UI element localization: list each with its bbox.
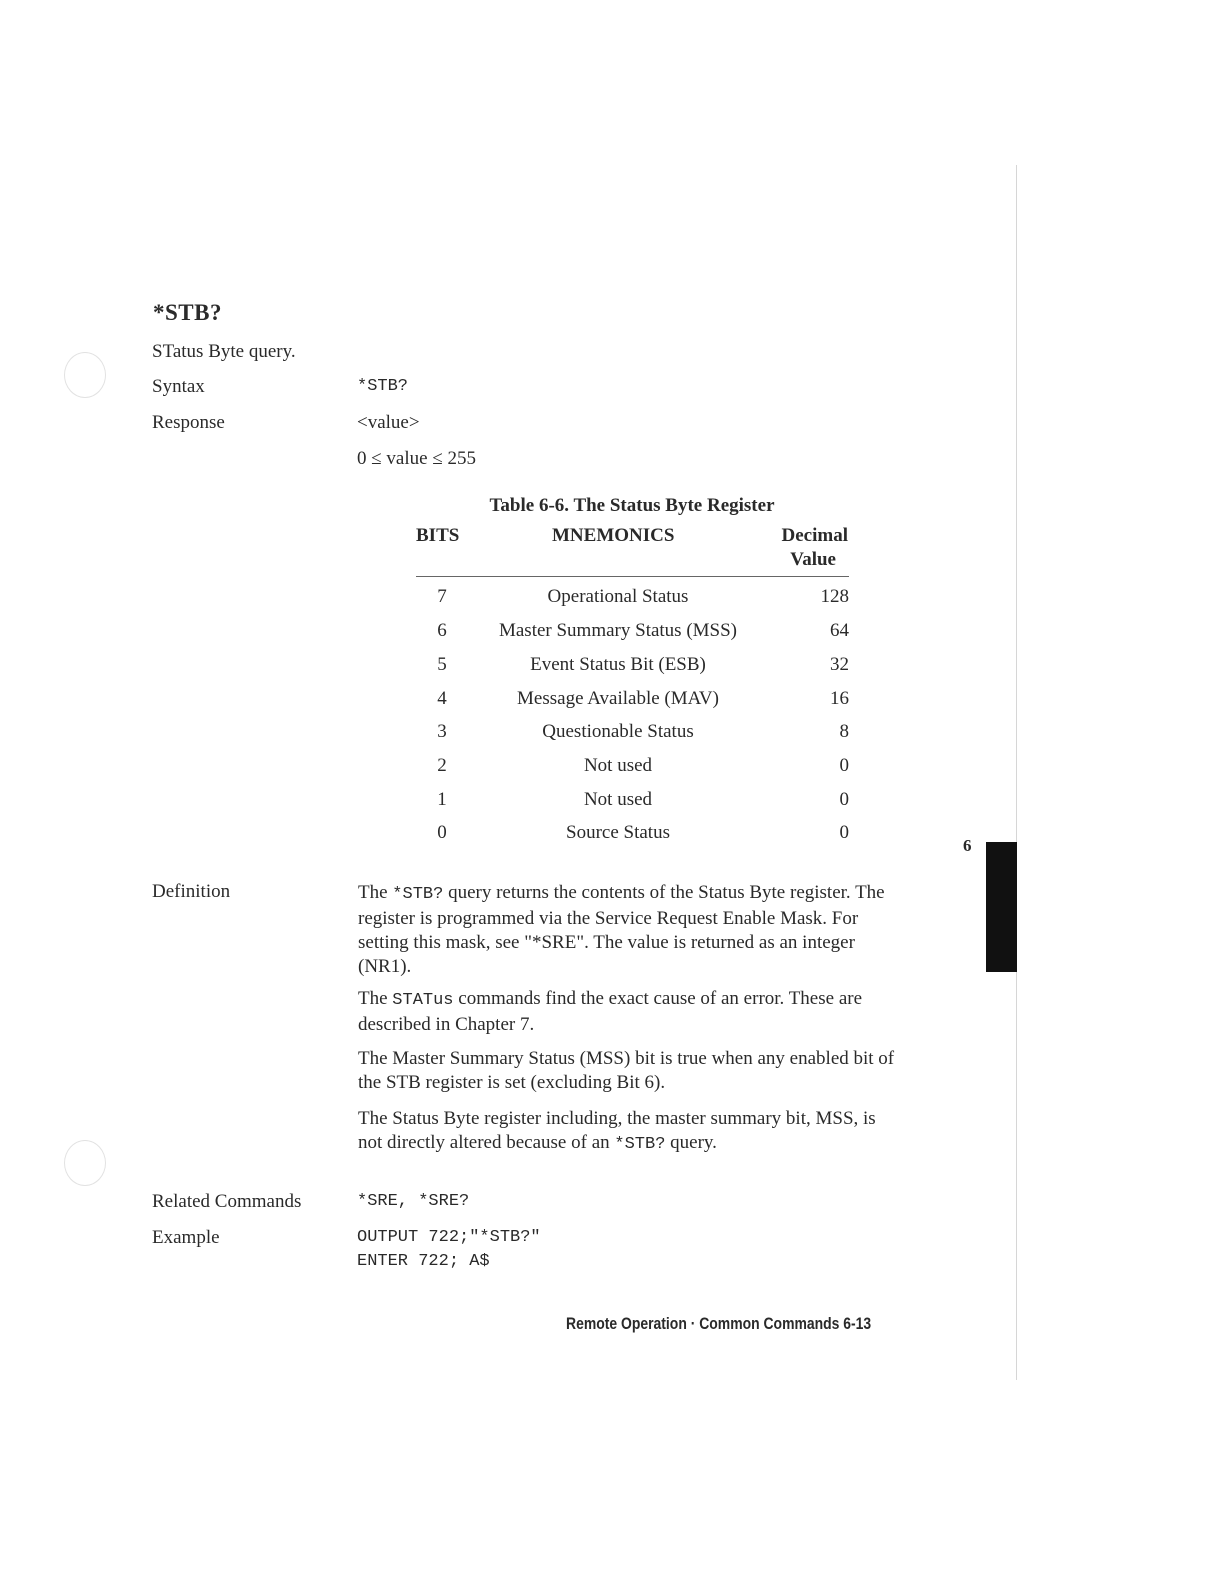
table-header-rule [416,576,849,577]
row-mnemonic: Source Status [566,822,670,843]
row-bit: 1 [437,789,447,810]
example-line-1: OUTPUT 722;"*STB?" [357,1228,541,1247]
example-line-2: ENTER 722; A$ [357,1252,490,1271]
row-bit: 0 [437,822,447,843]
related-commands-label: Related Commands [152,1191,302,1212]
definition-paragraph-3: The Master Summary Status (MSS) bit is true when any enabled bit of the STB register is set (excluding Bit 6). [358,1048,895,1093]
row-bit: 2 [437,755,447,776]
code-span: STATus [392,991,454,1010]
row-bit: 7 [437,586,447,607]
table-header-value [748,524,848,572]
table-row [416,688,849,718]
row-value: 0 [839,789,849,810]
command-description: STatus Byte query. [152,341,296,362]
text-span: The [358,988,393,1009]
table-row [416,789,849,819]
row-bit: 3 [437,721,447,742]
table-row [416,822,849,852]
row-value: 128 [820,586,849,607]
row-value: 0 [839,755,849,776]
code-span: *STB? [614,1135,666,1154]
response-value: <value> [357,412,420,433]
text-span: query. [665,1132,717,1153]
page-edge-line [1016,165,1017,1380]
row-mnemonic: Message Available (MAV) [517,688,719,709]
table-header-mnemonics: MNEMONICS [552,525,675,546]
row-mnemonic: Master Summary Status (MSS) [498,620,738,641]
definition-paragraph-4 [358,1107,898,1157]
chapter-tab-bar [986,842,1017,972]
response-label: Response [152,412,225,433]
chapter-tab-number: 6 [963,836,972,855]
row-value: 16 [830,688,849,709]
text-span: commands find the exact cause of an error. These are described in Chapter 7. [358,988,863,1035]
table-title: Table 6-6. The Status Byte Register [489,495,775,516]
row-value: 0 [839,822,849,843]
table-row [416,721,849,751]
text-span: The Status Byte register including, the master summary bit, MSS, is not directly altered because of an [358,1108,876,1153]
table-row [416,586,849,616]
example-label: Example [152,1227,220,1248]
code-span: *STB? [392,885,444,904]
table-header-bits: BITS [416,525,460,546]
row-bit: 4 [437,688,447,709]
command-title: *STB? [153,300,222,325]
definition-label: Definition [152,881,231,902]
row-value: 8 [839,721,849,742]
text-span: The [358,882,393,903]
table-row [416,654,849,684]
row-mnemonic: Not used [583,755,653,776]
row-bit: 6 [437,620,447,641]
table-row [416,755,849,785]
table-header-value-line1: Decimal [781,525,848,546]
row-mnemonic: Not used [583,789,653,810]
related-commands-value: *SRE, *SRE? [357,1192,470,1211]
row-mnemonic: Questionable Status [542,721,694,742]
row-mnemonic: Operational Status [547,586,689,607]
syntax-label: Syntax [152,376,205,397]
text-span: query returns the contents of the Status Byte register. The register is programmed via the Service Request Enable Mask. For setting this mask, see "*SRE". The value is returned as an integer (NR1). [358,882,885,977]
definition-paragraph-2 [358,987,898,1037]
row-mnemonic: Event Status Bit (ESB) [530,654,706,675]
row-value: 32 [830,654,849,675]
table-row [416,620,849,650]
table-header-value-line2: Value [790,549,836,570]
page-footer: Remote Operation · Common Commands 6-13 [566,1314,872,1333]
row-bit: 5 [437,654,447,675]
definition-paragraph-1 [358,881,898,979]
punch-hole-top [64,352,106,398]
row-value: 64 [830,620,849,641]
syntax-value: *STB? [357,377,409,396]
punch-hole-bottom [64,1140,106,1186]
response-range: 0 ≤ value ≤ 255 [357,448,477,469]
